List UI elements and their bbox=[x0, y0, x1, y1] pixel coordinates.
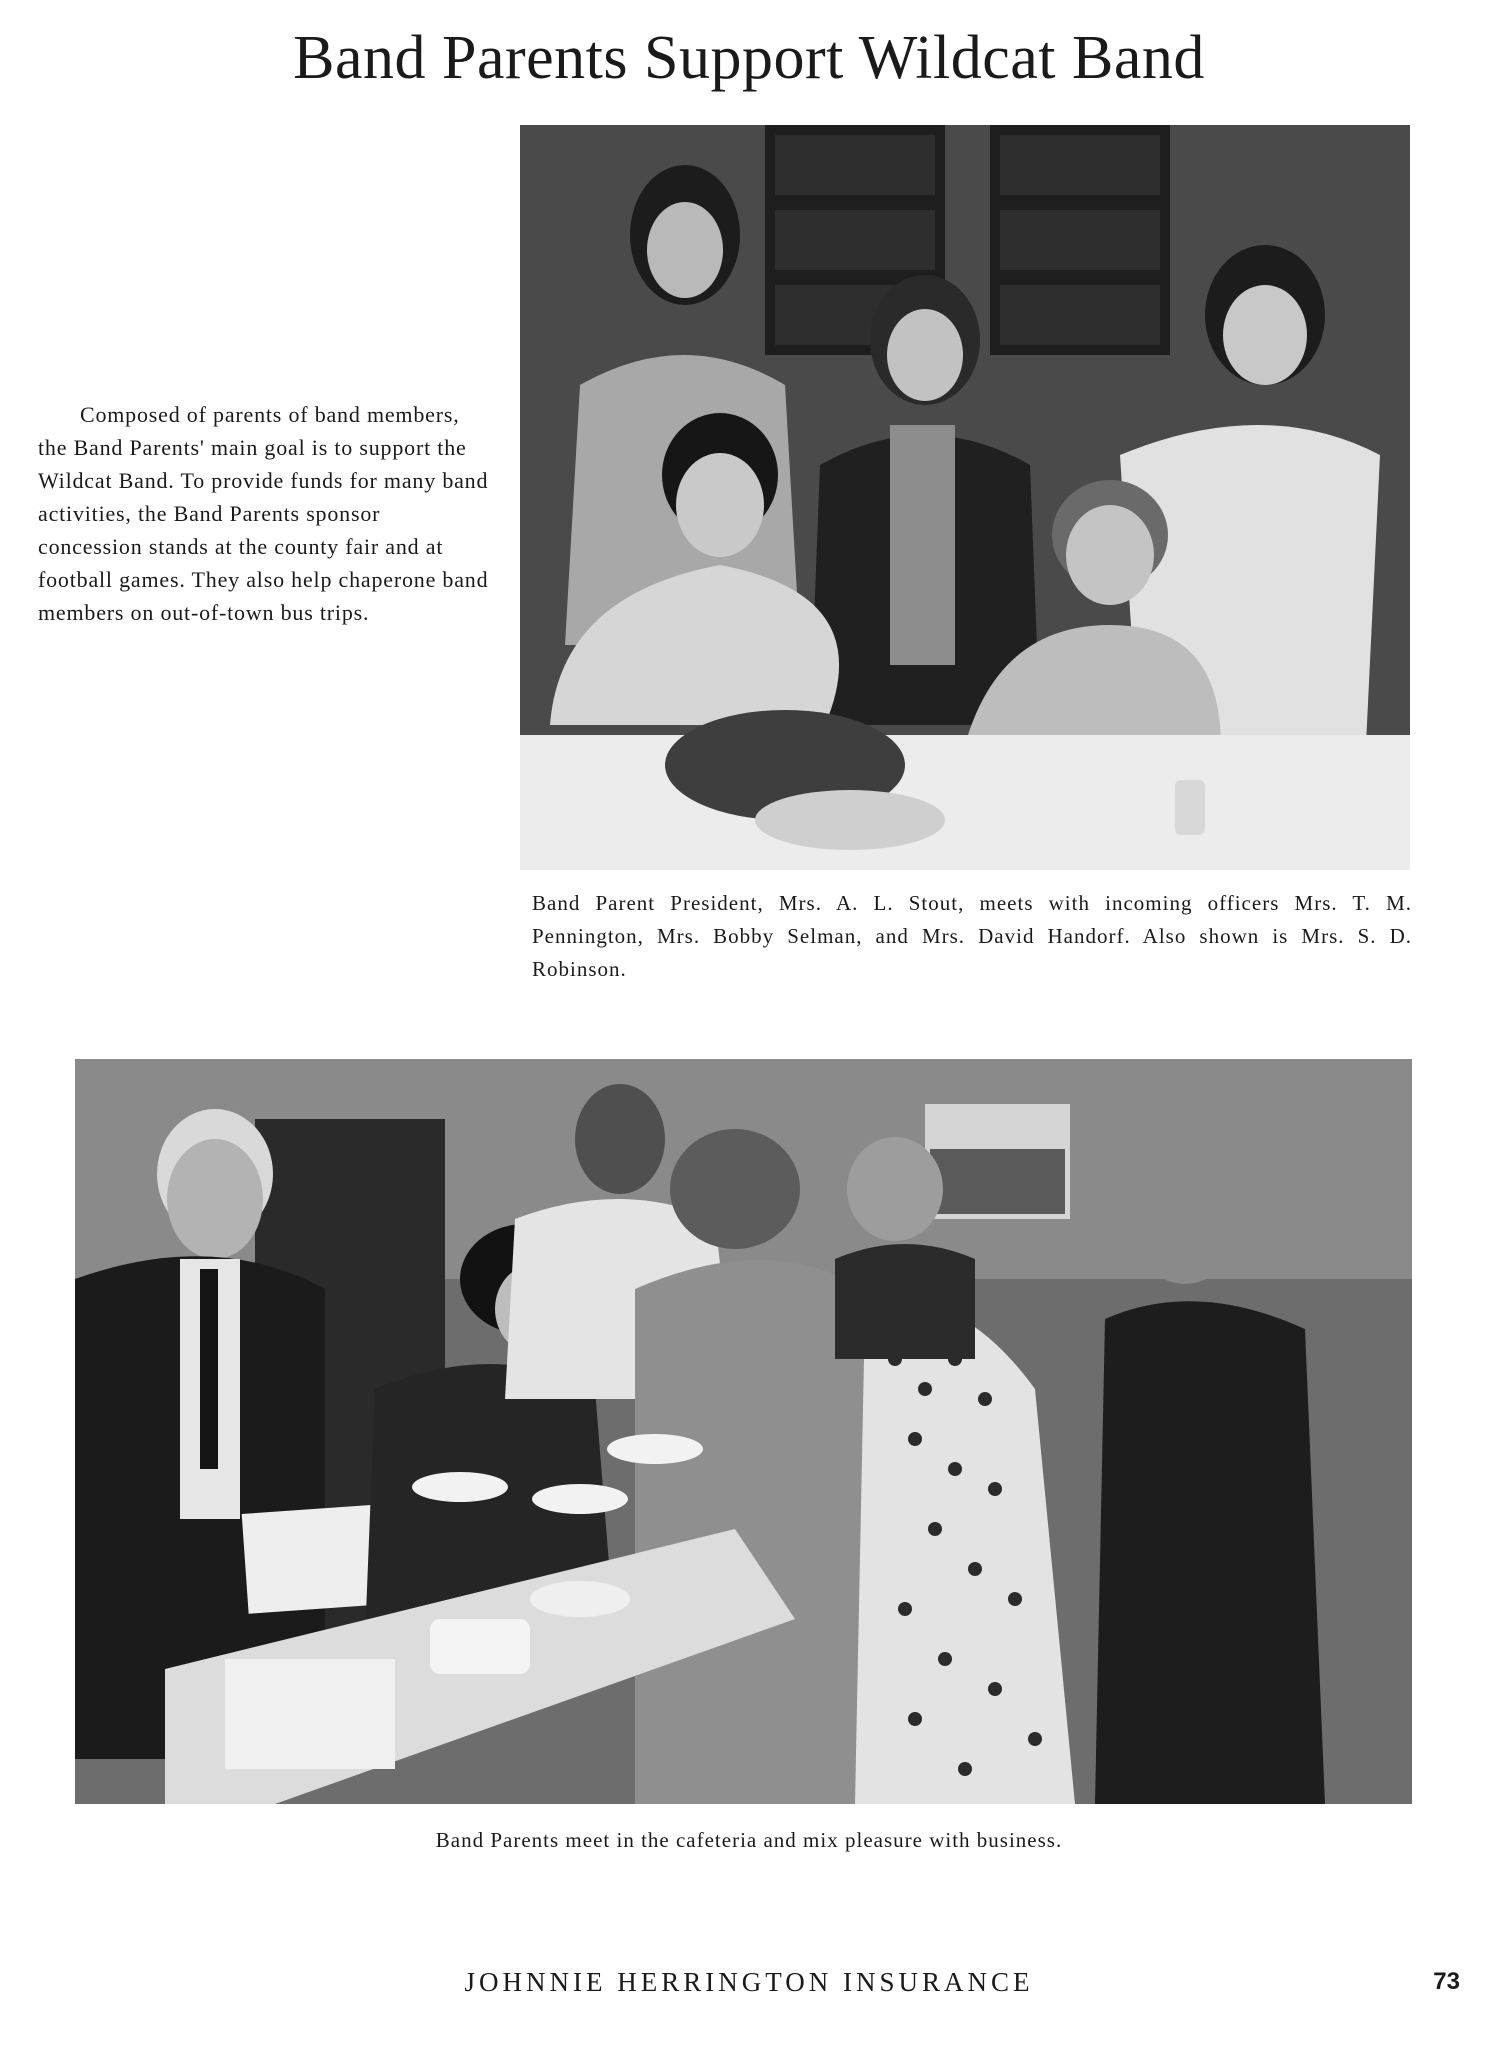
sponsor-name: JOHNNIE HERRINGTON INSURANCE bbox=[464, 1967, 1034, 1997]
page-number: 73 bbox=[1433, 1968, 1460, 1995]
intro-paragraph: Composed of parents of band members, the Band Parents' main goal is to support the Wildcat Band. To provide funds for many band activities, the Band Parents sponsor concession stands at the county fair and at football games. They also help chaperone band members on out-of-town bus trips. bbox=[38, 402, 489, 625]
cafeteria-photo-caption: Band Parents meet in the cafeteria and mix pleasure with business. bbox=[435, 1828, 1063, 1852]
page-footer bbox=[0, 1960, 1498, 2004]
officers-photo bbox=[520, 125, 1410, 870]
cafeteria-photo bbox=[75, 1059, 1412, 1804]
officers-photo-caption: Band Parent President, Mrs. A. L. Stout, meets with incoming officers Mrs. T. M. Pennington, Mrs. Bobby Selman, and Mrs. David Handorf. Also shown is Mrs. S. D. Robinson. bbox=[532, 891, 1412, 981]
page-title: Band Parents Support Wildcat Band bbox=[293, 24, 1205, 92]
